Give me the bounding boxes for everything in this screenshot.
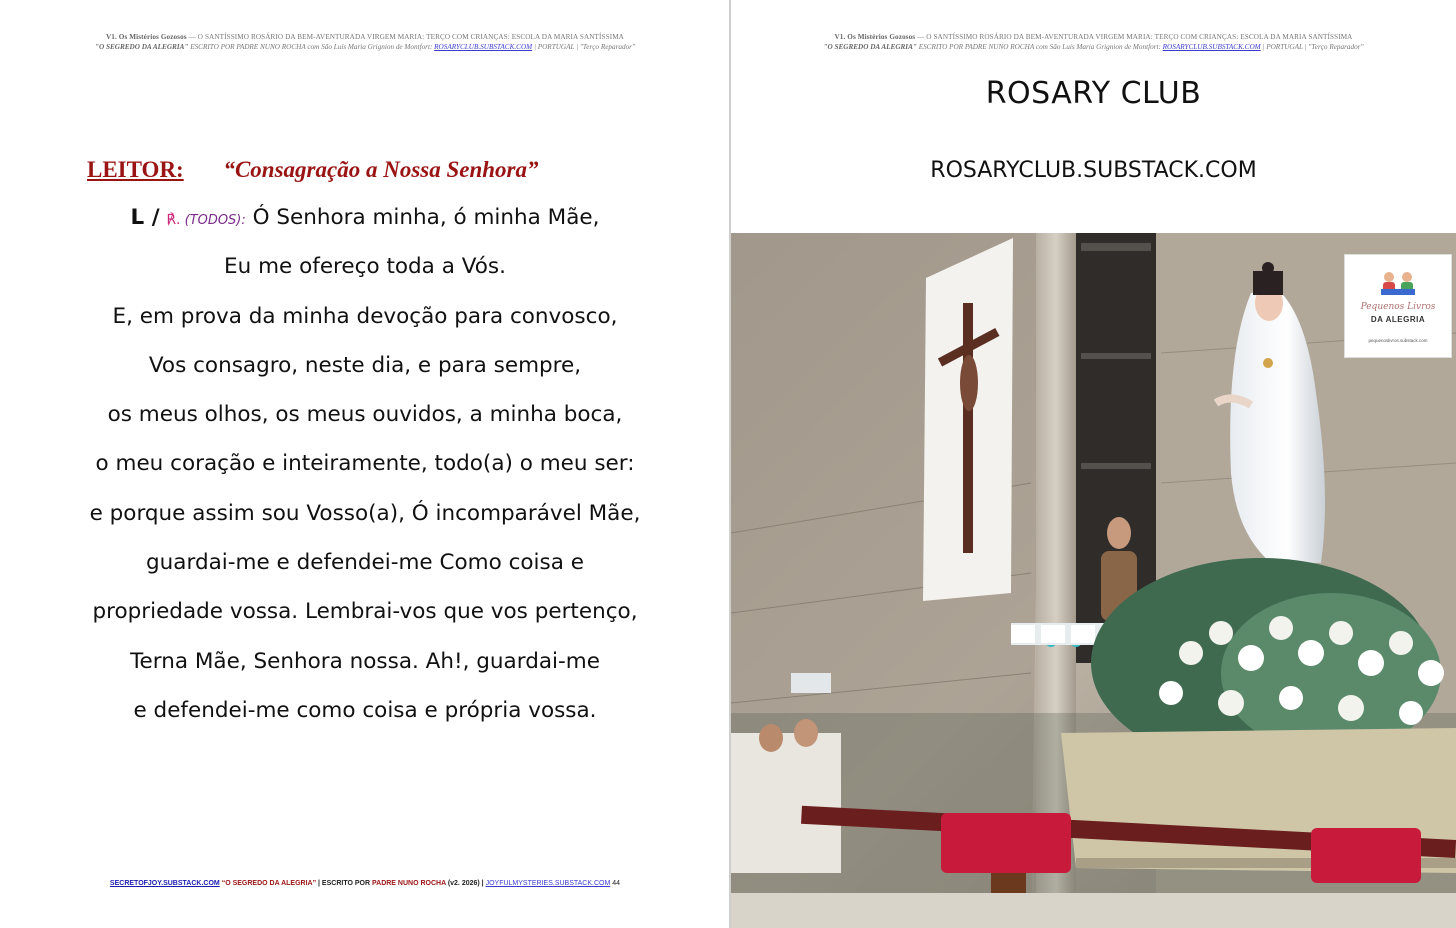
prayer-line: guardai-me e defendei-me Como coisa e — [146, 550, 584, 576]
footer-book-title: “O SEGREDO DA ALEGRIA” — [221, 880, 317, 887]
prayer-text — [0, 198, 730, 740]
header-link[interactable]: ROSARYCLUB.SUBSTACK.COM — [434, 43, 533, 51]
page-footer — [0, 880, 730, 887]
todos-marker: (TODOS): — [180, 213, 246, 228]
prayer-line: propriedade vossa. Lembrai-vos que vos pertenço, — [92, 599, 638, 625]
header-book-title: "O SEGREDO DA ALEGRIA" — [95, 43, 189, 51]
logo-title: Pequenos Livros — [1360, 302, 1436, 312]
prayer-line: e porque assim sou Vosso(a), Ó incomparável Mãe, — [89, 500, 641, 526]
prayer-line: Eu me ofereço toda a Vós. — [224, 254, 506, 280]
header-author: ESCRITO POR PADRE NUNO ROCHA com São Luís Maria Grignion de Montfort: — [916, 43, 1163, 51]
leader-marker: L / — [130, 205, 160, 230]
publisher-logo — [1344, 254, 1452, 358]
club-title: ROSARY CLUB — [985, 76, 1202, 111]
right-page — [731, 0, 1456, 928]
header-tail: | PORTUGAL | "Terço Reparador" — [1260, 43, 1364, 51]
children-icon — [1379, 271, 1419, 297]
logo-subtitle: DA ALEGRIA — [1370, 315, 1426, 324]
header-tail: | PORTUGAL | "Terço Reparador" — [532, 43, 635, 51]
footer-link-joyfulmysteries[interactable]: JOYFULMYSTERIES.SUBSTACK.COM — [485, 880, 611, 887]
page-header-line-1 — [0, 33, 730, 41]
club-url[interactable]: ROSARYCLUB.SUBSTACK.COM — [930, 158, 1257, 183]
page-header-line-1 — [731, 33, 1456, 41]
footer-sep: | ESCRITO POR — [316, 880, 372, 887]
page-header-line-2 — [731, 43, 1456, 51]
prayer-line-lead — [0, 198, 730, 247]
header-link[interactable]: ROSARYCLUB.SUBSTACK.COM — [1162, 43, 1261, 51]
response-marker: ℟. — [166, 212, 181, 228]
reader-heading — [87, 157, 539, 183]
header-author: ESCRITO POR PADRE NUNO ROCHA com São Luís Maria Grignion de Montfort: — [188, 43, 435, 51]
logo-url: pequenoslivros.substack.com — [1368, 338, 1428, 343]
page-number: 44 — [612, 880, 621, 887]
header-subtitle: — O SANTÍSSIMO ROSÁRIO DA BEM-AVENTURADA VIRGEM MARIA: TERÇO COM CRIANÇAS: ESCOLA DA MARIA SANTÍSSIMA — [915, 33, 1353, 41]
prayer-title: “Consagração a Nossa Senhora” — [223, 157, 539, 182]
reader-label: LEITOR: — [87, 157, 184, 182]
prayer-line: os meus olhos, os meus ouvidos, a minha boca, — [107, 402, 623, 428]
prayer-line: Terna Mãe, Senhora nossa. Ah!, guardai-me — [130, 648, 600, 674]
prayer-line: Vos consagro, neste dia, e para sempre, — [148, 352, 582, 378]
header-series-title: V1. Os Mistérios Gozosos — [834, 33, 916, 41]
prayer-line-0: Ó Senhora minha, ó minha Mãe, — [245, 205, 600, 230]
prayer-line: E, em prova da minha devoção para convosco, — [112, 303, 618, 329]
footer-version: (v2. 2026) | — [445, 880, 486, 887]
header-book-title: "O SEGREDO DA ALEGRIA" — [823, 43, 917, 51]
header-subtitle: — O SANTÍSSIMO ROSÁRIO DA BEM-AVENTURADA VIRGEM MARIA: TERÇO COM CRIANÇAS: ESCOLA DA MARIA SANTÍSSIMA — [186, 33, 624, 41]
footer-author: PADRE NUNO ROCHA — [371, 880, 446, 887]
prayer-line: o meu coração e inteiramente, todo(a) o meu ser: — [95, 451, 635, 477]
prayer-line: e defendei-me como coisa e própria vossa. — [133, 697, 597, 723]
footer-link-secretofjoy[interactable]: SECRETOFJOY.SUBSTACK.COM — [109, 880, 220, 887]
page-header-line-2 — [0, 43, 730, 51]
header-series-title: V1. Os Mistérios Gozosos — [106, 33, 187, 41]
